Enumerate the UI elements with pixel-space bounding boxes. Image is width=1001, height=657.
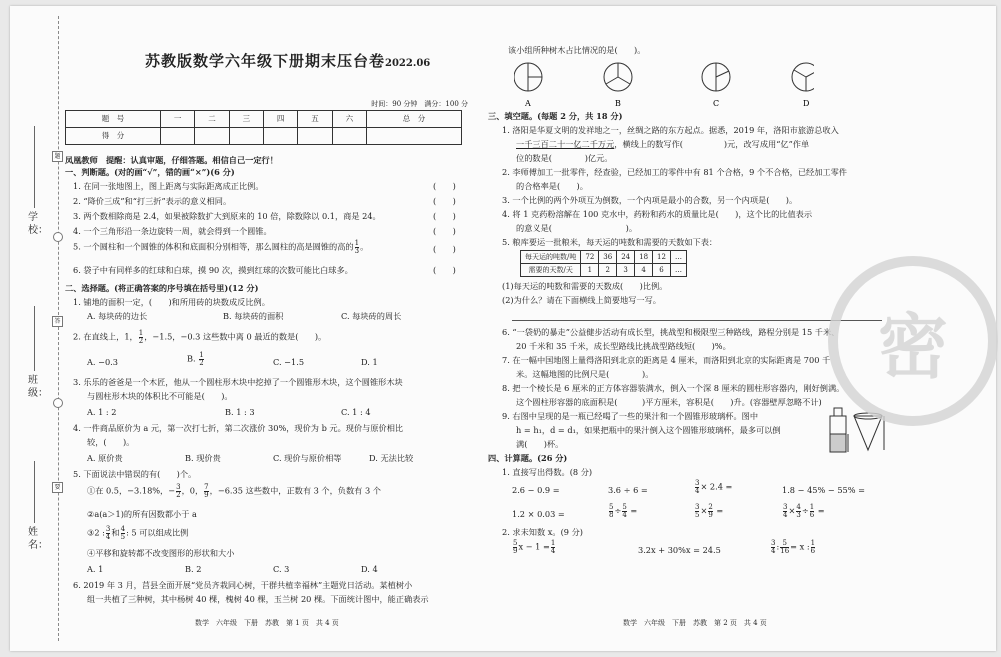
fraction: $\frac{1}{3}$	[354, 239, 360, 255]
calc-item: $\frac{3}{4}$ × $\frac{4}{3}$ ÷ $\frac{1}{6}$ =	[783, 503, 825, 519]
table-cell: …	[670, 251, 686, 264]
margin-mark: 答	[52, 316, 63, 327]
name-blank	[34, 461, 35, 523]
table-cell: 6	[653, 264, 671, 277]
question-text: 1. 在同一张地图上，图上距离与实际距离成正比例。	[73, 181, 264, 191]
table-cell: 六	[332, 111, 366, 128]
question-text: 与圆柱形木块的体积比不可能是( )。	[87, 391, 233, 401]
equation: $\frac{3}{4}$ : $\frac{5}{16}$ = x : $\frac{1}{6}$	[771, 539, 816, 555]
question-text: 6. “一袋奶的暴走”公益健步活动有成长型，挑战型和极限型三种路线，路程分别是 15 千米、	[502, 327, 840, 337]
question-text: 米。这幅地图的比例尺是( )。	[516, 369, 654, 379]
question-text: 3. 两个数相除商是 2.4，如果被除数扩大到原来的 10 倍，除数除以 0.1，商是 24。	[73, 211, 381, 221]
answer-paren[interactable]: ( )	[433, 226, 456, 236]
pie-label: C	[713, 99, 720, 108]
question-text: 满( )杯。	[516, 439, 564, 449]
calc-item: $\frac{3}{5}$ × $\frac{2}{9}$ =	[695, 503, 724, 519]
option: C. 现价与原价相等	[273, 453, 342, 463]
pie-chart-a[interactable]	[514, 63, 542, 91]
pie-label: A	[525, 99, 531, 108]
calc-item: 2.6 − 0.9 =	[512, 485, 560, 495]
pie-options	[514, 60, 814, 108]
option: B. $\frac{1}{2}$	[187, 351, 204, 367]
table-row	[521, 264, 687, 277]
title-year: 2022.06	[385, 58, 431, 69]
table-cell: 3	[617, 264, 635, 277]
margin-mark: 要	[52, 482, 63, 493]
pie-chart-d[interactable]	[792, 63, 814, 91]
table-cell: 五	[298, 111, 332, 128]
table-cell	[229, 128, 263, 145]
section-heading: 三、填空题。(每题 2 分，共 18 分)	[488, 111, 623, 121]
table-cell: 三	[229, 111, 263, 128]
score-table	[65, 110, 462, 145]
question-text: 组一共植了三种树，其中杨树 40 棵，槐树 40 棵，玉兰树 20 棵。下面统计图中，能正确表示	[87, 594, 429, 604]
question-text: 这个圆柱形容器的底面积是( )平方厘米，容积是( )升。(容器壁厚忽略不计)	[516, 397, 822, 407]
question-text: 20 千米和 35 千米，成长型路线比挑战型路线短( )%。	[516, 341, 731, 351]
table-cell: 二	[195, 111, 229, 128]
table-cell: 2	[599, 264, 617, 277]
option: B. 现价贵	[185, 453, 221, 463]
question-text: 4. 一个三角形沿一条边旋转一周，就会得到一个圆锥。	[73, 226, 272, 236]
margin-mark: 题	[52, 151, 63, 162]
grain-table	[520, 250, 687, 277]
question-text: 3. 乐乐的爸爸是一个木匠，他从一个圆柱形木块中挖掉了一个圆锥形木块，这个圆锥形木块	[73, 377, 403, 387]
pie-label: D	[803, 99, 810, 108]
question-text: 4. 将 1 克药粉溶解在 100 克水中，药粉和药水的质量比是( )，这个比的比值表示	[502, 209, 813, 219]
section-heading: 二、选择题。(将正确答案的序号填在括号里)(12 分)	[65, 283, 259, 293]
statement: ④平移和旋转都不改变图形的形状和大小	[87, 548, 235, 558]
question-text: (2)为什么？请在下面横线上简要地写一写。	[502, 295, 661, 305]
table-cell: 题 号	[66, 111, 161, 128]
answer-paren[interactable]: ( )	[433, 265, 456, 275]
calc-item: 1.8 − 45% − 55% =	[782, 485, 866, 495]
table-cell: 24	[617, 251, 635, 264]
binding-hole	[53, 232, 63, 242]
option: A. 1 : 2	[87, 407, 117, 417]
option: C. 3	[273, 564, 290, 574]
option: D. 1	[361, 357, 378, 367]
table-cell: 18	[635, 251, 653, 264]
statement: ②a(a＞1)的所有因数都小于 a	[87, 509, 197, 519]
time-info: 时间：90 分钟 满分：100 分	[371, 100, 468, 108]
pie-chart-b[interactable]	[604, 63, 632, 91]
table-row	[66, 111, 462, 128]
equation: $\frac{5}{9}$ x − 1 = $\frac{1}{4}$	[513, 539, 556, 555]
table-cell: 四	[263, 111, 297, 128]
calc-item: 3.6 ÷ 6 =	[608, 485, 648, 495]
question-text: 4. 一件商品原价为 a 元，第一次打七折，第二次涨价 30%，现价为 b 元。现价与原价相比	[73, 423, 404, 433]
question-text: 该小组所种树木占比情况的是( )。	[508, 45, 646, 55]
question-text: 5. 粮库要运一批粮米，每天运的吨数和需要的天数如下表：	[502, 237, 718, 247]
question-text: 2. 在直线上，1， $\frac{1}{2}$ ，−1.5，−0.3 这些数中离 0 最近的数是( )。	[73, 329, 327, 345]
question-text: 5. 下面说法中错误的有( )个。	[73, 469, 197, 479]
question-text: 位的数是( )亿元。	[516, 153, 613, 163]
table-cell	[160, 128, 194, 145]
watermark-stamp: 密	[828, 256, 998, 426]
question-text: 1. 铺地的面积一定，( )和所用砖的块数成反比例。	[73, 297, 270, 307]
question-text: 9. 右图中呈现的是一瓶已经喝了一些的果汁和一个圆锥形玻璃杯。图中	[502, 411, 759, 421]
answer-paren[interactable]: ( )	[433, 211, 456, 221]
statement: ①在 0.5，−3.18%，− $\frac{3}{2}$ ，0， $\frac{7}{9}$ ，−6.35 这些数中，正数有 3 个，负数有 3 个	[87, 483, 381, 499]
option: B. 1 : 3	[225, 407, 255, 417]
question-text: 5. 一个圆柱和一个圆锥的体积和底面积分别相等，那么圆柱的高是圆锥的高的 $\frac{1}{3}$ 。	[73, 239, 369, 255]
page-footer: 数学 六年级 下册 苏教 第 1 页 共 4 页	[195, 619, 339, 627]
answer-paren[interactable]: ( )	[433, 181, 456, 191]
pie-chart-c[interactable]	[702, 63, 730, 91]
option: A. 1	[87, 564, 104, 574]
question-text: 一千三百二十一亿二千万元，横线上的数写作( )元，改写成用“亿”作单	[516, 139, 810, 149]
exam-page	[10, 6, 996, 651]
answer-line[interactable]	[512, 320, 882, 321]
table-cell: 总 分	[367, 111, 462, 128]
binding-sidebar	[10, 6, 68, 651]
table-cell	[367, 128, 462, 145]
binding-hole	[53, 398, 63, 408]
option: C. −1.5	[273, 357, 305, 367]
answer-paren[interactable]: ( )	[433, 244, 456, 254]
option: D. 4	[361, 564, 378, 574]
statement: ③2 : $\frac{3}{4}$ 和 $\frac{4}{5}$ : 5 可以组成比例	[87, 525, 189, 541]
table-cell: 需要的天数/天	[521, 264, 581, 277]
name-label: 姓名：	[28, 527, 48, 551]
table-cell: 72	[581, 251, 599, 264]
table-row	[66, 128, 462, 145]
question-text: 的意义是( )。	[516, 223, 638, 233]
fraction: $\frac{1}{2}$	[138, 329, 144, 345]
table-cell: 每天运的吨数/吨	[521, 251, 581, 264]
class-label: 班级：	[28, 375, 48, 399]
option: C. 1 : 4	[341, 407, 371, 417]
section-heading: 一、判断题。(对的画“√”，错的画“×”)(6 分)	[65, 167, 235, 177]
table-cell: 4	[635, 264, 653, 277]
question-text: 1. 直接写出得数。(8 分)	[502, 467, 593, 477]
answer-paren[interactable]: ( )	[433, 196, 456, 206]
class-blank	[34, 306, 35, 371]
question-text: 6. 袋子中有同样多的红球和白球，摸 90 次，摸到红球的次数可能比白球多。	[73, 265, 353, 275]
question-text: 2. 李师傅加工一批零件，经查验，已经加工的零件中有 81 个合格，9 个不合格，已经加工零件	[502, 167, 847, 177]
table-cell: 一	[160, 111, 194, 128]
question-text: 8. 把一个棱长是 6 厘米的正方体容器装满水，倒入一个深 8 厘米的圆柱形容器内，刚好倒满。	[502, 383, 845, 393]
table-cell: …	[670, 264, 686, 277]
calc-item: $\frac{5}{8}$ ÷ $\frac{5}{4}$ =	[609, 503, 638, 519]
question-text: h = h₁，d = d₁，如果把瓶中的果汁倒入这个圆锥形玻璃杯，最多可以倒	[516, 425, 781, 435]
table-cell	[263, 128, 297, 145]
pie-label: B	[615, 99, 621, 108]
table-cell: 12	[653, 251, 671, 264]
option: C. 每块砖的周长	[341, 311, 402, 321]
question-text: 2. 求未知数 x。(9 分)	[502, 527, 583, 537]
option: A. 原价贵	[87, 453, 123, 463]
table-cell	[298, 128, 332, 145]
question-text: 较，( )。	[87, 437, 135, 447]
table-cell	[195, 128, 229, 145]
page-footer: 数学 六年级 下册 苏教 第 2 页 共 4 页	[623, 619, 767, 627]
calc-item: 1.2 × 0.03 =	[512, 509, 565, 519]
option: B. 每块砖的面积	[223, 311, 284, 321]
calc-item: $\frac{3}{4}$ × 2.4 =	[695, 479, 733, 495]
left-column	[65, 6, 468, 651]
option: A. −0.3	[87, 357, 118, 367]
school-blank	[34, 126, 35, 208]
teacher-tip: 凤凰教师 提醒：认真审题，仔细答题。相信自己一定行！	[65, 155, 278, 165]
school-label: 学校：	[28, 212, 48, 236]
option: D. 无法比较	[369, 453, 414, 463]
question-text: 1. 洛阳是华夏文明的发祥地之一，丝绸之路的东方起点。据悉，2019 年，洛阳市旅游总收入	[502, 125, 839, 135]
question-text: 3. 一个比例的两个外项互为倒数，一个内项是最小的合数，另一个内项是( )。	[502, 195, 798, 205]
table-cell: 36	[599, 251, 617, 264]
option: A. 每块砖的边长	[87, 311, 148, 321]
equation: 3.2x + 30%x = 24.5	[638, 545, 721, 555]
table-cell	[332, 128, 366, 145]
question-text: 2. “降价三成”和“打三折”表示的意义相同。	[73, 196, 232, 206]
table-row	[521, 251, 687, 264]
section-heading: 四、计算题。(26 分)	[488, 453, 568, 463]
question-text: (1)每天运的吨数和需要的天数成( )比例。	[502, 281, 668, 291]
page-title: 苏教版数学六年级下册期末压台卷2022.06	[145, 52, 431, 70]
option: B. 2	[185, 564, 202, 574]
question-text: 7. 在一幅中国地图上量得洛阳到北京的距离是 4 厘米，而洛阳到北京的实际距离是 700 千	[502, 355, 831, 365]
question-text: 的合格率是( )。	[516, 181, 588, 191]
table-cell: 得 分	[66, 128, 161, 145]
table-cell: 1	[581, 264, 599, 277]
question-text: 6. 2019 年 3 月，莒县全面开展“党员齐栽同心树，干群共植幸福林”主题党日活动。某植树小	[73, 580, 413, 590]
cut-line	[58, 16, 59, 641]
